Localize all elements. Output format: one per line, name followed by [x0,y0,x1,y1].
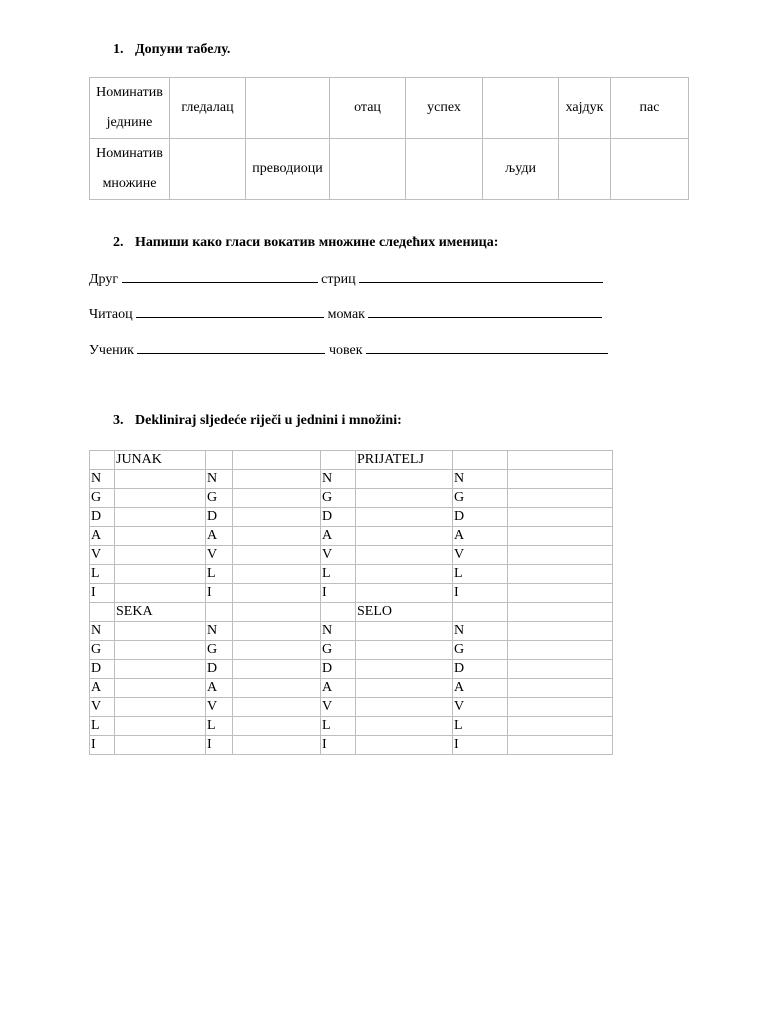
task3-case-label: G [453,641,508,660]
task3-empty-cell [233,451,321,470]
task3-answer-cell[interactable] [233,717,321,736]
task3-empty-cell [321,451,356,470]
task3-answer-cell[interactable] [508,641,613,660]
task3-answer-cell[interactable] [115,736,206,755]
task1-cell: људи [483,139,559,200]
task3-case-label: A [321,679,356,698]
task3-answer-cell[interactable] [233,660,321,679]
answer-blank[interactable] [359,271,603,283]
task3-answer-cell[interactable] [356,508,453,527]
task3-case-label: G [453,489,508,508]
task1-input-cell[interactable] [246,78,330,139]
task3-case-label: I [321,584,356,603]
task3-answer-cell[interactable] [356,470,453,489]
task3-answer-cell[interactable] [356,546,453,565]
task3-case-label: D [453,660,508,679]
task3-case-label: N [206,622,233,641]
task3-case-label: A [206,527,233,546]
task3-case-label: L [90,565,115,584]
task3-case-label: V [90,698,115,717]
task3-answer-cell[interactable] [115,489,206,508]
task3-answer-cell[interactable] [508,698,613,717]
task3-answer-cell[interactable] [233,546,321,565]
task3-answer-cell[interactable] [233,470,321,489]
task3-answer-cell[interactable] [115,584,206,603]
task3-case-label: N [206,470,233,489]
task3-answer-cell[interactable] [233,489,321,508]
task2-line [89,306,602,323]
task1-number: 1. [113,42,124,57]
task3-answer-cell[interactable] [115,641,206,660]
task2-title: Напиши како гласи вокатив множине следећих именица: [135,235,499,250]
task3-answer-cell[interactable] [356,565,453,584]
task3-case-row [90,660,613,679]
task3-answer-cell[interactable] [115,717,206,736]
task3-case-label: L [453,565,508,584]
task3-case-label: A [90,679,115,698]
task3-case-label: G [90,641,115,660]
task3-case-label: I [206,584,233,603]
task3-case-row [90,527,613,546]
task3-answer-cell[interactable] [233,641,321,660]
task3-answer-cell[interactable] [233,736,321,755]
task3-case-label: V [321,546,356,565]
task3-heading [113,413,402,429]
task1-cell: хајдук [559,78,611,139]
task3-case-label: N [90,470,115,489]
task2-number: 2. [113,235,124,250]
task3-empty-cell [233,603,321,622]
task3-case-label: N [321,622,356,641]
task3-answer-cell[interactable] [356,736,453,755]
task3-empty-cell [90,451,115,470]
answer-blank[interactable] [136,306,324,318]
task3-title: Dekliniraj sljedeće riječi u jednini i množini: [135,413,402,428]
task3-answer-cell[interactable] [115,698,206,717]
task3-answer-cell[interactable] [115,527,206,546]
answer-blank[interactable] [366,342,608,354]
task3-case-label: L [206,717,233,736]
task2-word: Друг [89,272,119,287]
task3-answer-cell[interactable] [233,527,321,546]
answer-blank[interactable] [368,306,602,318]
task3-case-label: N [453,622,508,641]
task3-answer-cell[interactable] [508,508,613,527]
task2-word: стриц [321,272,356,287]
task3-empty-cell [321,603,356,622]
task3-case-label: V [206,698,233,717]
task3-answer-cell[interactable] [233,622,321,641]
task1-cell: отац [330,78,406,139]
task3-case-label: L [321,717,356,736]
task3-case-row [90,565,613,584]
task3-answer-cell[interactable] [356,641,453,660]
task2-heading [113,235,498,251]
task3-case-row [90,489,613,508]
task3-answer-cell[interactable] [508,622,613,641]
task3-word-label: JUNAK [115,451,206,470]
task1-cell: преводиоци [246,139,330,200]
task3-answer-cell[interactable] [508,736,613,755]
task2-word: Ученик [89,343,134,358]
task3-case-row [90,717,613,736]
task3-answer-cell[interactable] [508,565,613,584]
task3-case-row [90,641,613,660]
task1-row-label: Номинатив једнине [90,78,170,139]
answer-blank[interactable] [122,271,318,283]
task3-case-label: D [321,660,356,679]
task3-answer-cell[interactable] [115,660,206,679]
task3-answer-cell[interactable] [508,489,613,508]
task3-word-row [90,603,613,622]
task3-case-label: A [321,527,356,546]
task3-case-label: A [206,679,233,698]
task3-case-label: D [321,508,356,527]
task3-answer-cell[interactable] [233,584,321,603]
task3-case-row [90,508,613,527]
task3-case-label: V [321,698,356,717]
task1-table [89,77,689,200]
task3-answer-cell[interactable] [356,698,453,717]
task3-answer-cell[interactable] [508,584,613,603]
task2-word: човек [328,343,363,358]
task3-case-label: V [453,546,508,565]
task1-input-cell[interactable] [483,78,559,139]
task1-heading [113,42,230,58]
task3-answer-cell[interactable] [233,508,321,527]
task3-empty-cell [206,603,233,622]
task1-cell: пас [611,78,689,139]
task3-empty-cell [453,451,508,470]
task3-answer-cell[interactable] [233,698,321,717]
task3-case-label: A [90,527,115,546]
task3-answer-cell[interactable] [115,679,206,698]
task1-title: Допуни табелу. [135,42,231,57]
task3-case-label: V [206,546,233,565]
task3-answer-cell[interactable] [356,489,453,508]
task3-case-label: G [321,641,356,660]
task3-answer-cell[interactable] [508,717,613,736]
task3-case-row [90,584,613,603]
task3-case-row [90,736,613,755]
task3-answer-cell[interactable] [115,470,206,489]
task3-case-label: D [90,508,115,527]
task3-case-label: D [90,660,115,679]
task3-answer-cell[interactable] [508,470,613,489]
task1-cell: гледалац [170,78,246,139]
task3-case-label: L [90,717,115,736]
task1-cell: успех [406,78,483,139]
task3-case-row [90,470,613,489]
task3-answer-cell[interactable] [508,527,613,546]
task1-row-singular [90,78,689,139]
task3-answer-cell[interactable] [508,679,613,698]
task1-input-cell[interactable] [406,139,483,200]
task1-input-cell[interactable] [559,139,611,200]
task3-answer-cell[interactable] [356,679,453,698]
task3-case-label: I [206,736,233,755]
task3-empty-cell [508,603,613,622]
task3-answer-cell[interactable] [233,679,321,698]
task3-answer-cell[interactable] [115,622,206,641]
task3-case-label: D [453,508,508,527]
task3-case-label: A [453,527,508,546]
task2-word: момак [327,307,365,322]
task2-line [89,271,603,288]
task3-empty-cell [90,603,115,622]
task3-answer-cell[interactable] [356,660,453,679]
task3-answer-cell[interactable] [356,527,453,546]
task3-case-row [90,546,613,565]
task3-case-row [90,679,613,698]
task3-case-row [90,698,613,717]
task3-word-label: SELO [356,603,453,622]
task3-case-label: G [206,641,233,660]
task3-case-label: G [206,489,233,508]
task3-case-label: V [453,698,508,717]
task3-case-label: G [321,489,356,508]
answer-blank[interactable] [137,342,325,354]
task3-answer-cell[interactable] [115,508,206,527]
task3-number: 3. [113,413,124,428]
task3-empty-cell [508,451,613,470]
task3-answer-cell[interactable] [356,584,453,603]
task3-answer-cell[interactable] [356,622,453,641]
task3-answer-cell[interactable] [508,546,613,565]
task1-row-label: Номинатив множине [90,139,170,200]
task3-word-label: PRIJATELJ [356,451,453,470]
task3-case-label: G [90,489,115,508]
task3-case-label: L [453,717,508,736]
task3-case-label: I [90,736,115,755]
task3-case-label: I [453,736,508,755]
task3-answer-cell[interactable] [115,546,206,565]
task3-case-label: L [206,565,233,584]
task3-answer-cell[interactable] [508,660,613,679]
task3-answer-cell[interactable] [233,565,321,584]
task3-case-label: N [321,470,356,489]
task2-word: Читаоц [89,307,133,322]
task1-row-plural [90,139,689,200]
task3-case-label: A [453,679,508,698]
task3-empty-cell [453,603,508,622]
task3-case-label: I [321,736,356,755]
task3-word-label: SEKA [115,603,206,622]
task3-case-row [90,622,613,641]
task1-input-cell[interactable] [170,139,246,200]
task2-line [89,342,608,359]
task3-case-label: D [206,508,233,527]
task3-case-label: I [90,584,115,603]
task3-word-row [90,451,613,470]
task3-answer-cell[interactable] [115,565,206,584]
task3-case-label: N [453,470,508,489]
task1-input-cell[interactable] [330,139,406,200]
task3-answer-cell[interactable] [356,717,453,736]
task3-table-body [90,451,613,755]
task3-empty-cell [206,451,233,470]
task3-case-label: V [90,546,115,565]
task3-case-label: I [453,584,508,603]
task1-input-cell[interactable] [611,139,689,200]
task3-declension-table [89,450,613,755]
task3-case-label: N [90,622,115,641]
task3-case-label: D [206,660,233,679]
task3-case-label: L [321,565,356,584]
